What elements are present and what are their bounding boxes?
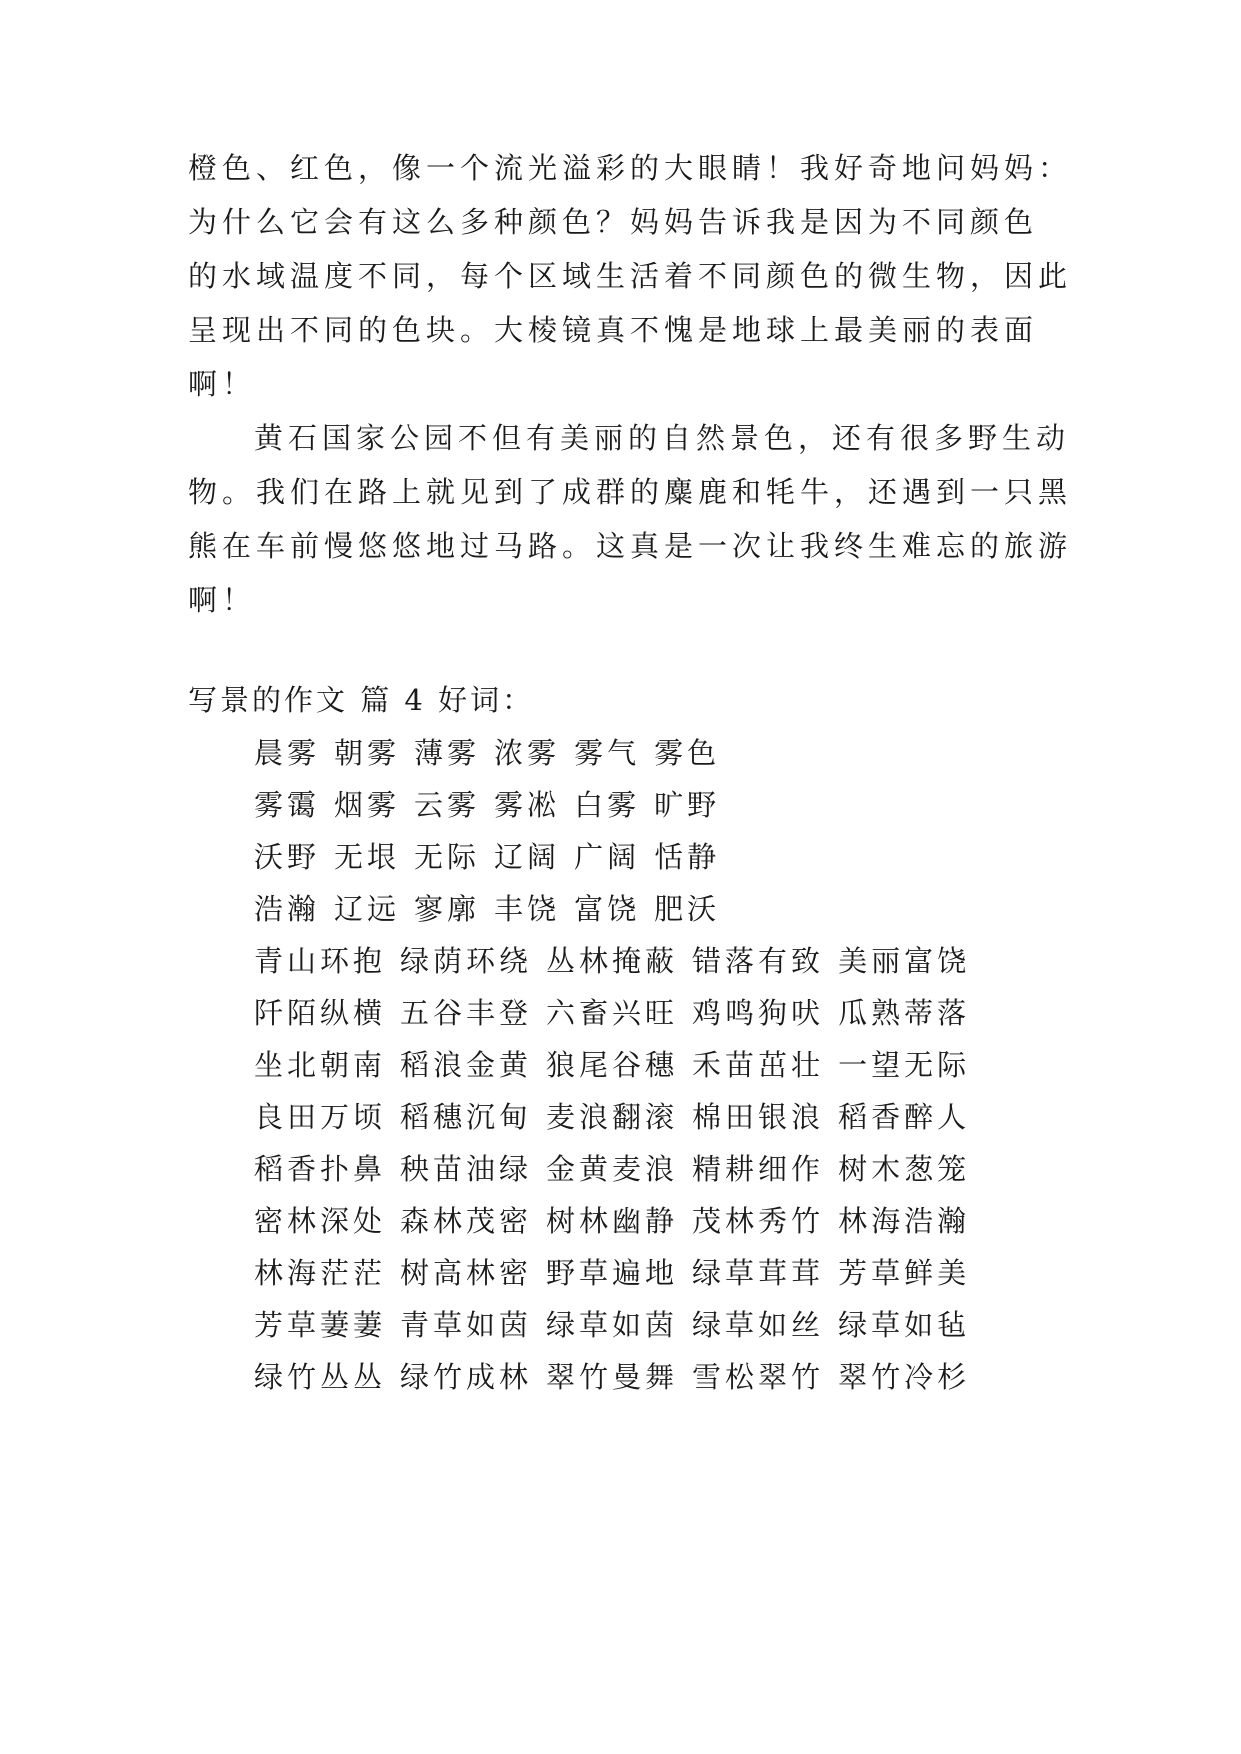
word-item: 肥沃 bbox=[654, 892, 721, 926]
word-row bbox=[254, 1253, 984, 1293]
word-item: 云雾 bbox=[414, 788, 481, 822]
word-item: 雾霭 bbox=[254, 788, 321, 822]
word-row bbox=[254, 733, 734, 773]
word-row bbox=[254, 993, 984, 1033]
word-row bbox=[254, 1357, 984, 1397]
word-item: 稻香醉人 bbox=[838, 1100, 971, 1134]
word-item: 寥廓 bbox=[414, 892, 481, 926]
paragraph-2-line-4: 啊！ bbox=[188, 583, 257, 617]
word-item: 雾色 bbox=[654, 736, 721, 770]
word-item: 瓜熟蒂落 bbox=[838, 996, 971, 1030]
paragraph-1-line-2: 为什么它会有这么多种颜色？妈妈告诉我是因为不同颜色 bbox=[188, 205, 1039, 239]
word-item: 密林深处 bbox=[254, 1204, 387, 1238]
word-item: 辽远 bbox=[334, 892, 401, 926]
word-item: 错落有致 bbox=[692, 944, 825, 978]
word-item: 翠竹曼舞 bbox=[546, 1360, 679, 1394]
paragraph-2-line-3: 熊在车前慢悠悠地过马路。这真是一次让我终生难忘的旅游 bbox=[188, 529, 1073, 563]
word-item: 绿草如茵 bbox=[546, 1308, 679, 1342]
word-row bbox=[254, 889, 734, 929]
word-item: 浩瀚 bbox=[254, 892, 321, 926]
word-item: 禾苗茁壮 bbox=[692, 1048, 825, 1082]
word-item: 茂林秀竹 bbox=[692, 1204, 825, 1238]
word-item: 秧苗油绿 bbox=[400, 1152, 533, 1186]
paragraph-2-line-2: 物。我们在路上就见到了成群的麋鹿和牦牛，还遇到一只黑 bbox=[188, 475, 1073, 509]
word-item: 阡陌纵横 bbox=[254, 996, 387, 1030]
word-item: 沃野 bbox=[254, 840, 321, 874]
word-item: 广阔 bbox=[574, 840, 641, 874]
word-item: 麦浪翻滚 bbox=[546, 1100, 679, 1134]
word-row bbox=[254, 1045, 984, 1085]
word-item: 狼尾谷穗 bbox=[546, 1048, 679, 1082]
word-item: 无际 bbox=[414, 840, 481, 874]
word-item: 无垠 bbox=[334, 840, 401, 874]
word-row bbox=[254, 1201, 984, 1241]
section-heading: 写景的作文 篇 4 好词： bbox=[188, 683, 535, 717]
word-item: 旷野 bbox=[654, 788, 721, 822]
paragraph-1-line-3: 的水域温度不同，每个区域生活着不同颜色的微生物，因此 bbox=[188, 259, 1073, 293]
word-item: 烟雾 bbox=[334, 788, 401, 822]
word-item: 良田万顷 bbox=[254, 1100, 387, 1134]
word-item: 芳草鲜美 bbox=[838, 1256, 971, 1290]
word-row bbox=[254, 785, 734, 825]
paragraph-1-line-1: 橙色、红色，像一个流光溢彩的大眼睛！我好奇地问妈妈： bbox=[188, 151, 1073, 185]
word-item: 朝雾 bbox=[334, 736, 401, 770]
word-item: 棉田银浪 bbox=[692, 1100, 825, 1134]
word-item: 金黄麦浪 bbox=[546, 1152, 679, 1186]
word-item: 浓雾 bbox=[494, 736, 561, 770]
word-item: 稻香扑鼻 bbox=[254, 1152, 387, 1186]
paragraph-1-line-5: 啊！ bbox=[188, 367, 257, 401]
word-row bbox=[254, 837, 734, 877]
word-row bbox=[254, 941, 984, 981]
word-item: 薄雾 bbox=[414, 736, 481, 770]
word-item: 稻浪金黄 bbox=[400, 1048, 533, 1082]
word-item: 绿草如丝 bbox=[692, 1308, 825, 1342]
word-item: 坐北朝南 bbox=[254, 1048, 387, 1082]
word-item: 五谷丰登 bbox=[400, 996, 533, 1030]
word-item: 恬静 bbox=[654, 840, 721, 874]
word-row bbox=[254, 1097, 984, 1137]
word-item: 森林茂密 bbox=[400, 1204, 533, 1238]
word-item: 丛林掩蔽 bbox=[546, 944, 679, 978]
word-row bbox=[254, 1149, 984, 1189]
word-item: 绿竹丛丛 bbox=[254, 1360, 387, 1394]
word-item: 林海茫茫 bbox=[254, 1256, 387, 1290]
word-item: 美丽富饶 bbox=[838, 944, 971, 978]
word-item: 富饶 bbox=[574, 892, 641, 926]
word-item: 芳草萋萋 bbox=[254, 1308, 387, 1342]
word-item: 绿荫环绕 bbox=[400, 944, 533, 978]
word-item: 树高林密 bbox=[400, 1256, 533, 1290]
word-item: 绿竹成林 bbox=[400, 1360, 533, 1394]
word-item: 一望无际 bbox=[838, 1048, 971, 1082]
paragraph-2-line-1: 黄石国家公园不但有美丽的自然景色，还有很多野生动 bbox=[254, 421, 1071, 455]
word-item: 青山环抱 bbox=[254, 944, 387, 978]
word-item: 精耕细作 bbox=[692, 1152, 825, 1186]
word-item: 晨雾 bbox=[254, 736, 321, 770]
word-item: 辽阔 bbox=[494, 840, 561, 874]
word-item: 丰饶 bbox=[494, 892, 561, 926]
word-item: 雾气 bbox=[574, 736, 641, 770]
word-item: 雪松翠竹 bbox=[692, 1360, 825, 1394]
word-item: 林海浩瀚 bbox=[838, 1204, 971, 1238]
word-item: 鸡鸣狗吠 bbox=[692, 996, 825, 1030]
word-item: 六畜兴旺 bbox=[546, 996, 679, 1030]
word-item: 树木葱笼 bbox=[838, 1152, 971, 1186]
word-item: 稻穗沉甸 bbox=[400, 1100, 533, 1134]
word-item: 绿草茸茸 bbox=[692, 1256, 825, 1290]
word-item: 绿草如毡 bbox=[838, 1308, 971, 1342]
paragraph-1-line-4: 呈现出不同的色块。大棱镜真不愧是地球上最美丽的表面 bbox=[188, 313, 1039, 347]
word-item: 白雾 bbox=[574, 788, 641, 822]
word-item: 树林幽静 bbox=[546, 1204, 679, 1238]
word-item: 青草如茵 bbox=[400, 1308, 533, 1342]
word-item: 野草遍地 bbox=[546, 1256, 679, 1290]
word-item: 雾凇 bbox=[494, 788, 561, 822]
word-item: 翠竹冷杉 bbox=[838, 1360, 971, 1394]
word-row bbox=[254, 1305, 984, 1345]
